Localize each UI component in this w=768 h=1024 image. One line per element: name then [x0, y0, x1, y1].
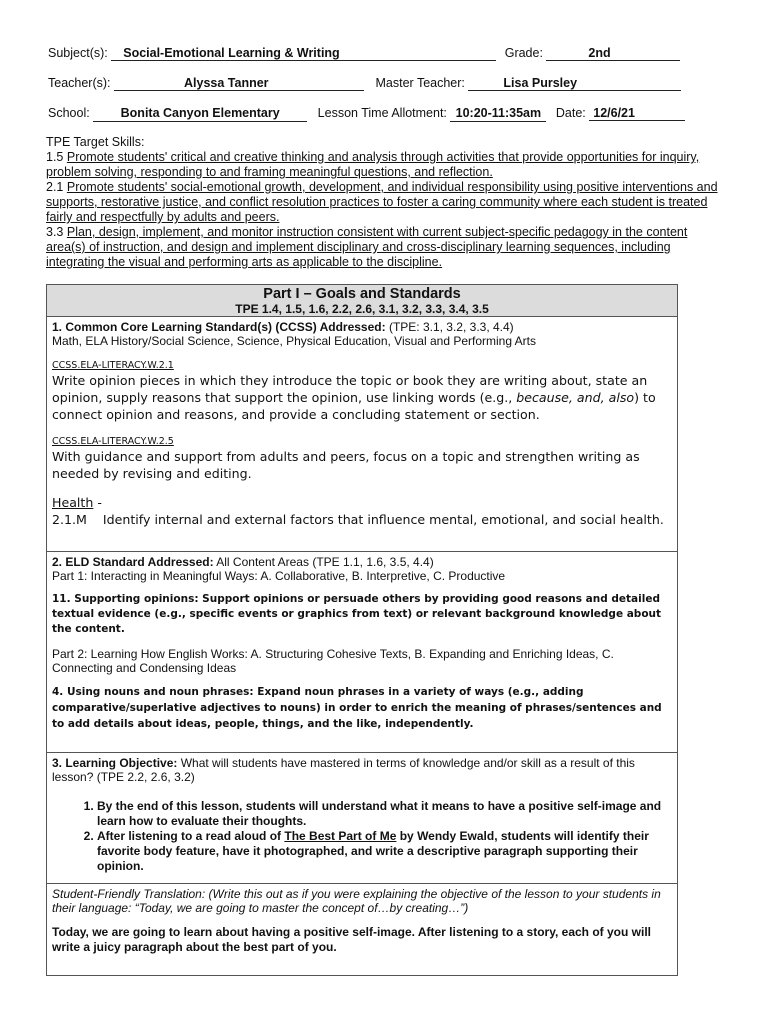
ccss-std2-ref: CCSS.ELA-LITERACY.W.2.5 [52, 436, 174, 447]
tpe-item: 1.5 Promote students' critical and creative thinking and analysis through activities that provide opportunities for inquiry, problem solving, responding to and framing meaningful questions, and reflection. [46, 150, 700, 179]
translation-prompt: Student-Friendly Translation: (Write this out as if you were explaining the objective of the lesson to your students in their language: “Today, we are going to master the concept of…by creating…”) [52, 887, 661, 915]
subject-label: Subject(s): [48, 46, 108, 60]
time-label: Lesson Time Allotment: [317, 106, 447, 120]
eld-heading: 2. ELD Standard Addressed: [52, 555, 214, 569]
ccss-std1-ref: CCSS.ELA-LITERACY.W.2.1 [52, 360, 174, 371]
tpe-target-skills [46, 135, 726, 270]
tpe-title: TPE Target Skills: [46, 135, 145, 149]
tpe-item: 3.3 Plan, design, implement, and monitor instruction consistent with current subject-specific pedagogy in the content area(s) of instruction, and design and implement disciplinary and cross-disciplinary learning sequences, including integrating the visual and performing arts as applicable to the discipline. [46, 225, 688, 269]
teacher-row [48, 76, 681, 91]
health-label: Health [52, 495, 94, 510]
ccss-subjects: Math, ELA History/Social Science, Science, Physical Education, Visual and Performing Arts [52, 334, 537, 348]
part1-header [47, 285, 677, 317]
master-teacher-label: Master Teacher: [375, 76, 465, 90]
ccss-std2-text: With guidance and support from adults and peers, focus on a topic and strengthen writing as needed by revising and editing. [52, 449, 640, 481]
master-teacher-value: Lisa Pursley [468, 76, 681, 91]
eld-part2: Part 2: Learning How English Works: A. Structuring Cohesive Texts, B. Expanding and Enriching Ideas, C. Connecting and Condensing Ideas [52, 647, 614, 675]
part1-title: Part I – Goals and Standards [263, 286, 461, 302]
teacher-value: Alyssa Tanner [114, 76, 364, 91]
eld-section: 2. ELD Standard Addressed: All Content Areas (TPE 1.1, 1.6, 3.5, 4.4) Part 1: Interacting in Meaningful Ways: A. Collaborative, B. Interpretive, C. Productive 11. Supporting opinions: Support opinions or persuade others by providing good reasons and detailed textual evidence (e.g., specific events or graphics from text) or relevant background knowledge about the content. Part 2: Learning How English Works: A. Structuring Cohesive Texts, B. Expanding and Enriching Ideas, C. Connecting and Condensing Ideas 4. Using nouns and noun phrases: Expand noun phrases in a variety of ways (e.g., adding comparative/superlative adjectives to nouns) in order to enrich the meaning of phrases/sentences and to add details about ideas, people, things, and the like, independently. [47, 552, 677, 753]
objective-list [52, 799, 672, 874]
grade-value: 2nd [546, 46, 680, 61]
ccss-section [47, 317, 677, 552]
objective-item: 2. After listening to a read aloud of The Best Part of Me by Wendy Ewald, students will identify their favorite body feature, have it photographed, and write a descriptive paragraph supporting their opinion. [97, 829, 672, 874]
part1-tpes: TPE 1.4, 1.5, 1.6, 2.2, 2.6, 3.1, 3.2, 3.3, 3.4, 3.5 [235, 302, 489, 316]
date-label: Date: [555, 106, 586, 120]
school-value: Bonita Canyon Elementary [93, 106, 307, 122]
subject-value: Social-Emotional Learning & Writing [111, 46, 496, 61]
health-label-line: Health - [52, 495, 102, 510]
school-label: School: [48, 106, 90, 120]
book-title: The Best Part of Me [284, 829, 397, 843]
grade-label: Grade: [504, 46, 543, 60]
objective-item: 1. By the end of this lesson, students will understand what it means to have a positive self-image and learn how to evaluate their thoughts. [97, 799, 672, 829]
goals-standards-table [46, 284, 678, 976]
teacher-label: Teacher(s): [48, 76, 111, 90]
eld-standard-4: 4. Using nouns and noun phrases: Expand noun phrases in a variety of ways (e.g., adding comparative/superlative adjectives to nouns) in order to enrich the meaning of phrases/sentences and to add details about ideas, people, things, and the like, independently. [52, 686, 662, 730]
student-friendly-section [47, 884, 677, 974]
translation-answer: Today, we are going to learn about having a positive self-image. After listening to a story, each of you will write a juicy paragraph about the best part of you. [52, 925, 651, 954]
subject-row [48, 46, 680, 61]
ccss-heading-tpe: (TPE: 3.1, 3.2, 3.3, 4.4) [385, 320, 514, 334]
objective-heading: 3. Learning Objective: [52, 756, 178, 770]
learning-objective-section: 3. Learning Objective: What will students have mastered in terms of knowledge and/or skill as a result of this lesson? (TPE 2.2, 2.6, 3.2) 1. By the end of this lesson, students will understand what it means to have a positive self-image and learn how to evaluate their thoughts. 2. After listening to a read aloud of The Best Part of Me by Wendy Ewald, students will identify their favorite body feature, have it photographed, and write a descriptive paragraph supporting their opinion. [47, 753, 677, 884]
school-row [48, 106, 685, 122]
health-standard: 2.1.M Identify internal and external factors that influence mental, emotional, and social health. [52, 512, 664, 527]
eld-part1: Part 1: Interacting in Meaningful Ways: A. Collaborative, B. Interpretive, C. Productive [52, 569, 506, 583]
ccss-heading: 1. Common Core Learning Standard(s) (CCSS) Addressed: [52, 320, 386, 334]
tpe-item: 2.1 Promote students' social-emotional growth, development, and individual responsibility using positive interventions and supports, restorative justice, and conflict resolution practices to foster a caring community where each student is treated fairly and respectfully by adults and peers. [46, 180, 718, 224]
time-value: 10:20-11:35am [450, 106, 546, 122]
date-value: 12/6/21 [589, 106, 685, 121]
ccss-std1-text: Write opinion pieces in which they introduce the topic or book they are writing about, state an opinion, supply reasons that support the opinion, use linking words (e.g., because, and, also) to connect opinion and reasons, and provide a concluding statement or section. [52, 373, 656, 422]
eld-standard-11: 11. Supporting opinions: Support opinions or persuade others by providing good reasons and detailed textual evidence (e.g., specific events or graphics from text) or relevant background knowledge about the content. [52, 593, 662, 635]
